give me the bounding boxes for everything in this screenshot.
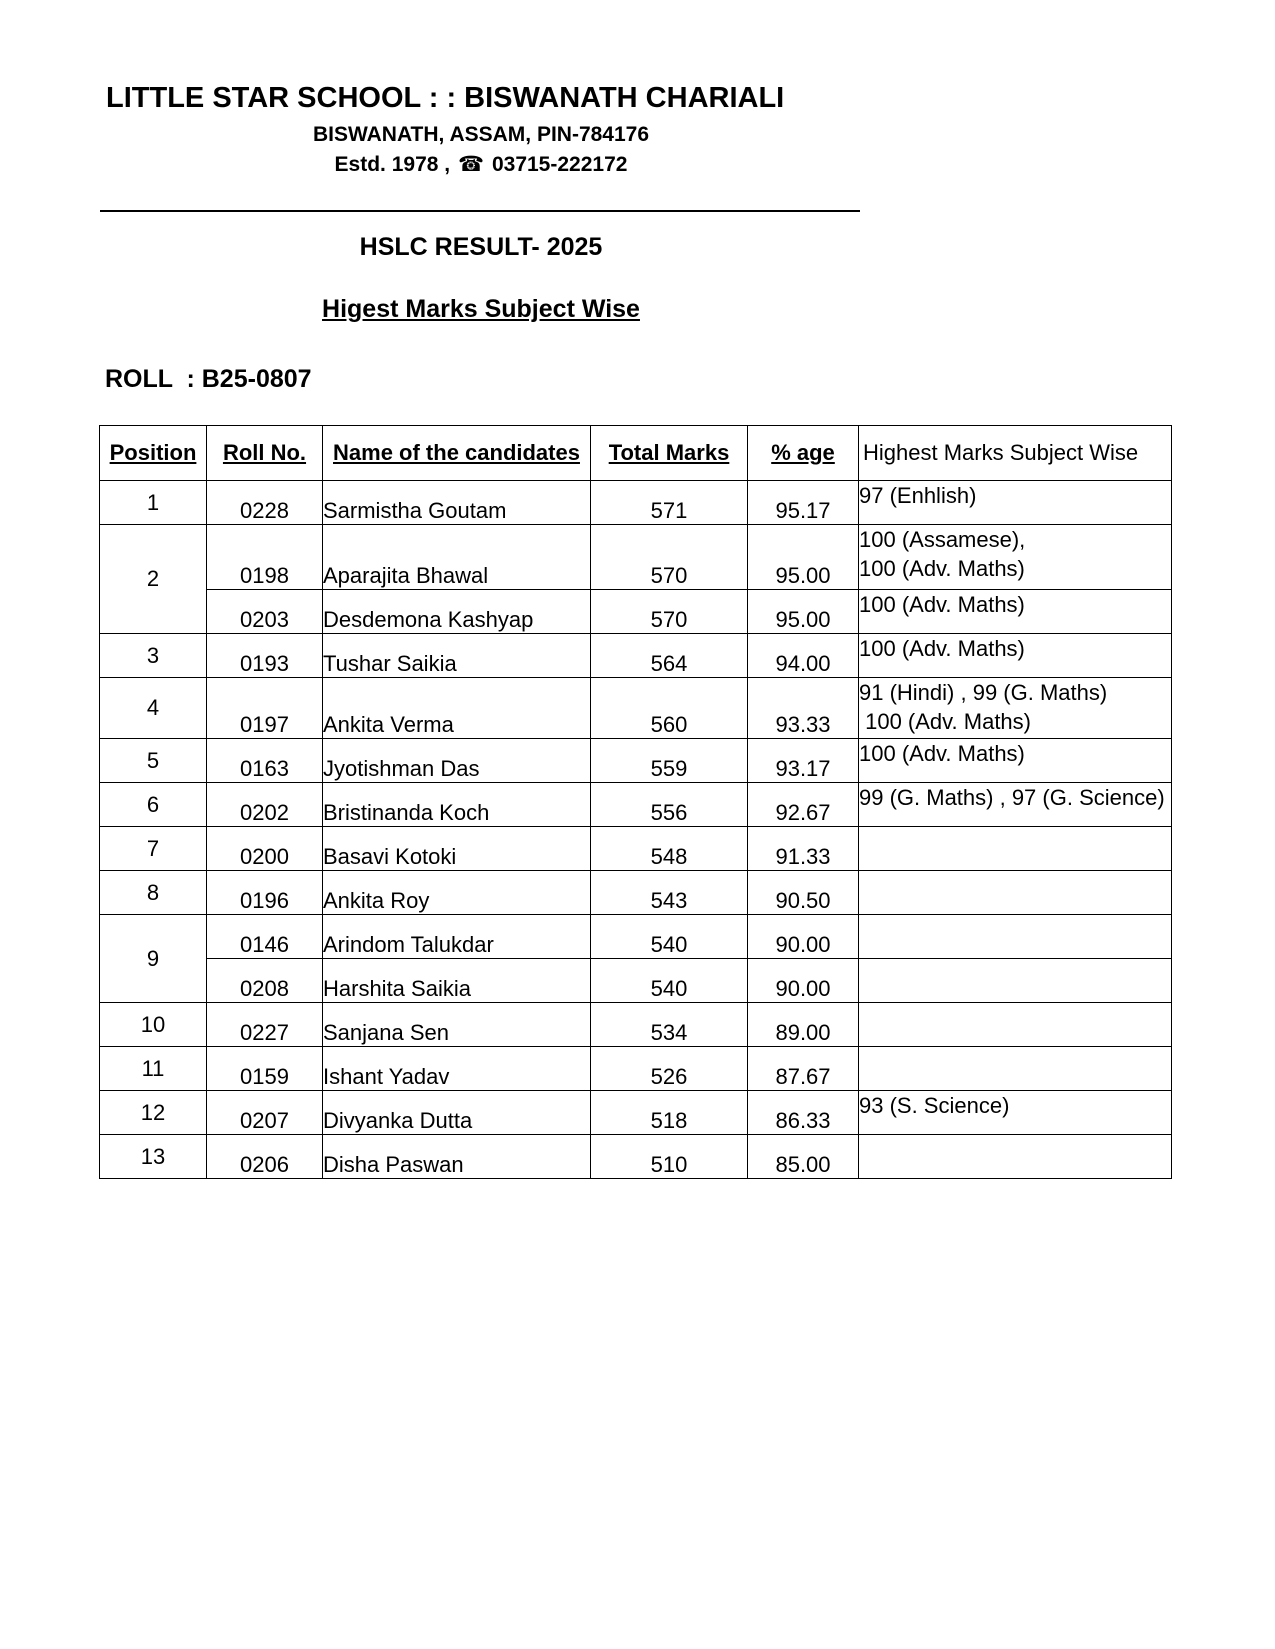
table-row (100, 590, 1172, 634)
cell-candidate-name: Harshita Saikia (323, 959, 591, 1003)
table-row (100, 959, 1172, 1003)
cell-roll-no: 0202 (207, 783, 323, 827)
cell-roll-no: 0193 (207, 634, 323, 678)
school-address: BISWANATH, ASSAM, PIN-784176 (312, 123, 650, 146)
cell-candidate-name: Aparajita Bhawal (323, 525, 591, 590)
cell-position: 5 (100, 739, 207, 783)
cell-total-marks: 526 (591, 1047, 748, 1091)
header-divider (100, 210, 860, 212)
cell-candidate-name: Divyanka Dutta (323, 1091, 591, 1135)
header-position: Position (100, 426, 207, 481)
highest-marks-line: 91 (Hindi) , 99 (G. Maths) (859, 680, 1108, 705)
cell-candidate-name: Bristinanda Koch (323, 783, 591, 827)
cell-percentage: 90.00 (748, 959, 859, 1003)
cell-total-marks: 543 (591, 871, 748, 915)
cell-position: 2 (100, 525, 207, 634)
cell-roll-no: 0206 (207, 1135, 323, 1179)
cell-position: 10 (100, 1003, 207, 1047)
table-row (100, 634, 1172, 678)
header-total-marks: Total Marks (591, 426, 748, 481)
cell-highest-marks (859, 678, 1172, 739)
cell-total-marks: 564 (591, 634, 748, 678)
cell-highest-marks (859, 871, 1172, 915)
cell-percentage: 93.17 (748, 739, 859, 783)
cell-candidate-name: Ishant Yadav (323, 1047, 591, 1091)
highest-marks-line: 100 (Adv. Maths) (859, 592, 1025, 617)
cell-candidate-name: Basavi Kotoki (323, 827, 591, 871)
table-header-row (100, 426, 1172, 481)
cell-position: 6 (100, 783, 207, 827)
highest-marks-line: 100 (Adv. Maths) (859, 709, 1031, 734)
cell-highest-marks (859, 827, 1172, 871)
page-subtitle: Higest Marks Subject Wise (322, 295, 640, 323)
cell-percentage: 95.00 (748, 590, 859, 634)
highest-marks-line: 100 (Adv. Maths) (859, 741, 1025, 766)
table-row (100, 783, 1172, 827)
highest-marks-line: 97 (Enhlish) (859, 483, 977, 508)
cell-position: 9 (100, 915, 207, 1003)
highest-marks-line: 100 (Adv. Maths) (859, 636, 1025, 661)
cell-candidate-name: Ankita Roy (323, 871, 591, 915)
header-roll-no: Roll No. (207, 426, 323, 481)
cell-roll-no: 0196 (207, 871, 323, 915)
table-row (100, 827, 1172, 871)
cell-highest-marks (859, 783, 1172, 827)
cell-percentage: 87.67 (748, 1047, 859, 1091)
table-row (100, 1135, 1172, 1179)
cell-highest-marks (859, 481, 1172, 525)
cell-percentage: 90.50 (748, 871, 859, 915)
highest-marks-line: 93 (S. Science) (859, 1093, 1010, 1118)
cell-roll-no: 0163 (207, 739, 323, 783)
cell-position: 11 (100, 1047, 207, 1091)
cell-candidate-name: Arindom Talukdar (323, 915, 591, 959)
cell-candidate-name: Ankita Verma (323, 678, 591, 739)
cell-total-marks: 534 (591, 1003, 748, 1047)
results-table (99, 425, 1172, 1179)
cell-roll-no: 0203 (207, 590, 323, 634)
cell-roll-no: 0198 (207, 525, 323, 590)
cell-roll-no: 0227 (207, 1003, 323, 1047)
cell-total-marks: 510 (591, 1135, 748, 1179)
cell-total-marks: 540 (591, 959, 748, 1003)
header-percentage: % age (748, 426, 859, 481)
cell-candidate-name: Sanjana Sen (323, 1003, 591, 1047)
cell-percentage: 95.17 (748, 481, 859, 525)
cell-total-marks: 570 (591, 590, 748, 634)
cell-percentage: 95.00 (748, 525, 859, 590)
cell-highest-marks (859, 1047, 1172, 1091)
cell-highest-marks (859, 1135, 1172, 1179)
cell-highest-marks (859, 525, 1172, 590)
estd-phone-line (96, 152, 866, 177)
highest-marks-line: 100 (Assamese), (859, 527, 1026, 552)
header-candidate-name: Name of the candidates (323, 426, 591, 481)
cell-total-marks: 540 (591, 915, 748, 959)
cell-highest-marks (859, 1003, 1172, 1047)
cell-percentage: 89.00 (748, 1003, 859, 1047)
cell-total-marks: 518 (591, 1091, 748, 1135)
cell-roll-no: 0228 (207, 481, 323, 525)
table-row (100, 871, 1172, 915)
cell-highest-marks (859, 590, 1172, 634)
cell-highest-marks (859, 634, 1172, 678)
cell-percentage: 90.00 (748, 915, 859, 959)
cell-highest-marks (859, 959, 1172, 1003)
table-row (100, 525, 1172, 590)
cell-total-marks: 570 (591, 525, 748, 590)
cell-highest-marks (859, 915, 1172, 959)
cell-roll-no: 0159 (207, 1047, 323, 1091)
cell-position: 1 (100, 481, 207, 525)
phone-number: 03715-222172 (491, 153, 628, 176)
highest-marks-line: 100 (Adv. Maths) (859, 556, 1025, 581)
cell-candidate-name: Sarmistha Goutam (323, 481, 591, 525)
cell-position: 3 (100, 634, 207, 678)
header-highest-marks: Highest Marks Subject Wise (859, 426, 1172, 481)
roll-number: ROLL : B25-0807 (105, 365, 312, 393)
result-title: HSLC RESULT- 2025 (359, 233, 603, 261)
estd-text: Estd. 1978 , (334, 153, 451, 176)
table-row (100, 739, 1172, 783)
table-row (100, 678, 1172, 739)
cell-total-marks: 571 (591, 481, 748, 525)
cell-total-marks: 560 (591, 678, 748, 739)
cell-position: 12 (100, 1091, 207, 1135)
table-row (100, 915, 1172, 959)
cell-highest-marks (859, 739, 1172, 783)
cell-candidate-name: Disha Paswan (323, 1135, 591, 1179)
cell-percentage: 86.33 (748, 1091, 859, 1135)
cell-total-marks: 559 (591, 739, 748, 783)
cell-candidate-name: Tushar Saikia (323, 634, 591, 678)
table-row (100, 481, 1172, 525)
cell-roll-no: 0208 (207, 959, 323, 1003)
highest-marks-line: 99 (G. Maths) , 97 (G. Science) (859, 785, 1165, 810)
cell-position: 8 (100, 871, 207, 915)
cell-percentage: 91.33 (748, 827, 859, 871)
cell-percentage: 85.00 (748, 1135, 859, 1179)
cell-roll-no: 0146 (207, 915, 323, 959)
table-row (100, 1091, 1172, 1135)
cell-percentage: 93.33 (748, 678, 859, 739)
school-name: LITTLE STAR SCHOOL : : BISWANATH CHARIALI (106, 82, 785, 114)
table-row (100, 1003, 1172, 1047)
telephone-icon: ☎ (457, 153, 485, 176)
table-row (100, 1047, 1172, 1091)
cell-percentage: 92.67 (748, 783, 859, 827)
cell-position: 13 (100, 1135, 207, 1179)
cell-percentage: 94.00 (748, 634, 859, 678)
cell-candidate-name: Desdemona Kashyap (323, 590, 591, 634)
cell-roll-no: 0207 (207, 1091, 323, 1135)
cell-position: 7 (100, 827, 207, 871)
cell-roll-no: 0197 (207, 678, 323, 739)
cell-total-marks: 548 (591, 827, 748, 871)
cell-roll-no: 0200 (207, 827, 323, 871)
cell-candidate-name: Jyotishman Das (323, 739, 591, 783)
cell-position: 4 (100, 678, 207, 739)
cell-highest-marks (859, 1091, 1172, 1135)
cell-total-marks: 556 (591, 783, 748, 827)
